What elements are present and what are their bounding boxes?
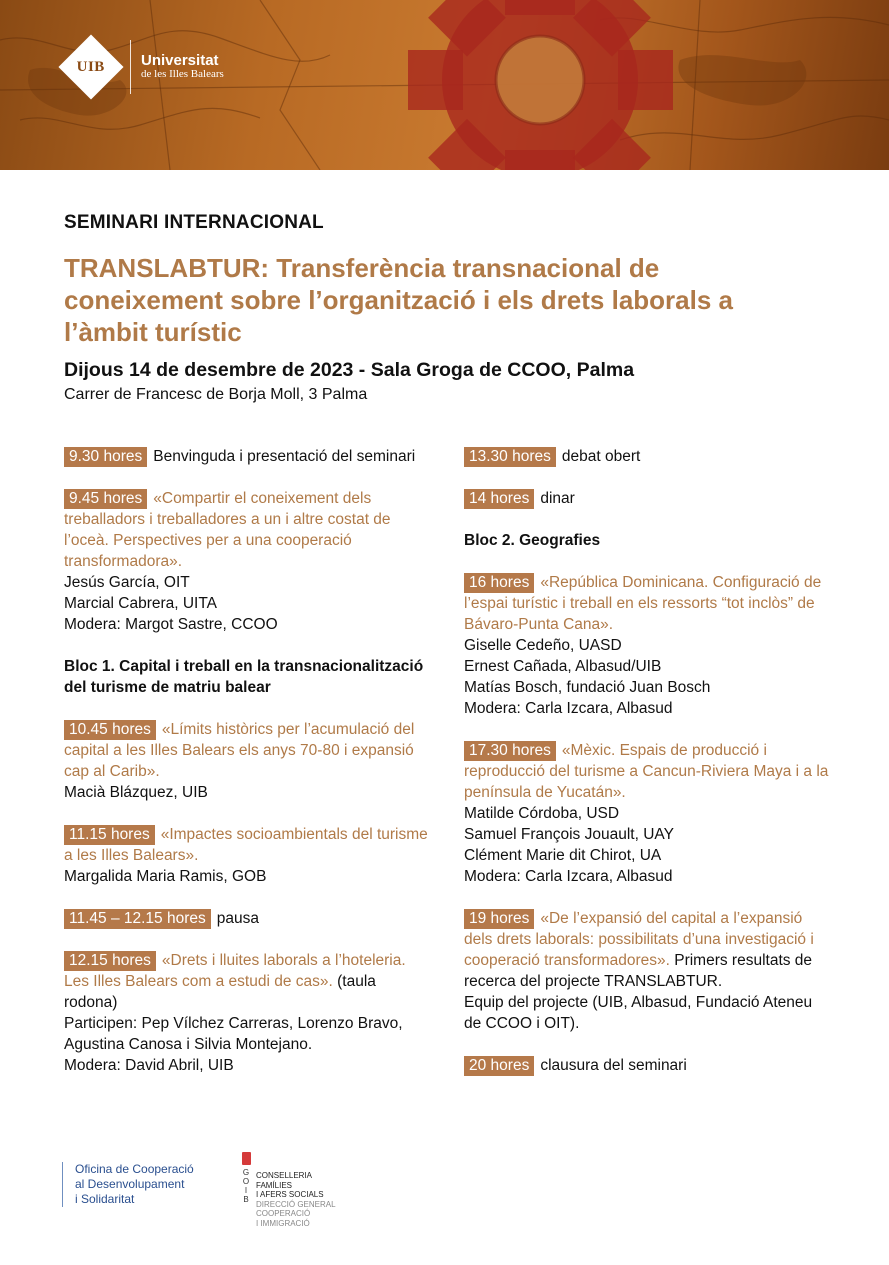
talk-title: «República Dominicana. Configuració de l’espai turístic i treball en els ressorts “tot inclòs” de Bávaro-Punta Cana». [464, 574, 822, 633]
program-left-column [64, 446, 432, 1097]
goib-department-text: CONSELLERIA FAMÍLIES I AFERS SOCIALS DIRECCIÓ GENERAL COOPERACIÓ I IMMIGRACIÓ [256, 1171, 336, 1228]
program-item-945 [64, 488, 432, 635]
ocd-line: i Solidaritat [75, 1192, 135, 1206]
talk-note: Primers resultats de recerca del projecte TRANSLABTUR. [464, 952, 813, 990]
speaker: Matías Bosch, fundació Juan Bosch [464, 679, 711, 696]
moderator: Modera: Carla Izcara, Albasud [464, 868, 673, 885]
ocd-line: Oficina de Cooperació [75, 1162, 194, 1176]
talk-title: «Mèxic. Espais de producció i reproducció del turisme a Cancun-Riviera Maya i a la península de Yucatán». [464, 742, 829, 801]
bloc-1-heading: Bloc 1. Capital i treball en la transnacionalització del turisme de matriu balear [64, 658, 424, 696]
item-text: Benvinguda i presentació del seminari [153, 448, 416, 465]
talk-title: «De l’expansió del capital a l’expansió dels drets laborals: possibilitats d’una investigació i cooperació transformadores». [464, 910, 814, 969]
program-item-1145 [64, 908, 432, 929]
moderator: Modera: Carla Izcara, Albasud [464, 700, 673, 717]
time-badge: 11.15 hores [64, 825, 155, 845]
goib-crest-icon [242, 1152, 251, 1165]
moderator: Modera: Margot Sastre, CCOO [64, 616, 278, 633]
event-address: Carrer de Francesc de Borja Moll, 3 Palma [64, 386, 368, 403]
item-text: dinar [540, 490, 575, 507]
seminar-title: TRANSLABTUR: Transferència transnacional de coneixement sobre l’organització i els drets laborals a l’àmbit turístic [64, 253, 734, 347]
speaker: Margalida Maria Ramis, GOB [64, 868, 267, 885]
item-text: clausura del seminari [540, 1057, 687, 1074]
time-badge: 9.45 hores [64, 489, 147, 509]
speaker: Clément Marie dit Chirot, UA [464, 847, 662, 864]
speaker: Matilde Córdoba, USD [464, 805, 620, 822]
program-item-16 [464, 572, 829, 719]
goib-wordmark: G O I B [241, 1152, 251, 1228]
speaker: Ernest Cañada, Albasud/UIB [464, 658, 662, 675]
program-item-20 [464, 1055, 829, 1076]
goib-logo[interactable] [241, 1152, 336, 1228]
talk-title: «Compartir el coneixement dels treballadors i treballadores a un i altre costat de l’oceà. Perspectives per a una cooperació transformadora». [64, 490, 391, 570]
item-text: pausa [216, 910, 259, 927]
program-item-1115 [64, 824, 432, 887]
seminar-kicker: SEMINARI INTERNACIONAL [64, 212, 324, 233]
ocd-line: al Desenvolupament [75, 1177, 185, 1191]
time-badge: 11.45 – 12.15 hores [64, 909, 211, 929]
talk-note: (taula rodona) [64, 973, 376, 1011]
speaker: Jesús García, OIT [64, 574, 190, 591]
time-badge: 9.30 hores [64, 447, 147, 467]
time-badge: 12.15 hores [64, 951, 156, 971]
time-badge: 14 hores [464, 489, 534, 509]
talk-title: «Drets i lluites laborals a l’hoteleria. Les Illes Balears com a estudi de cas». [64, 952, 406, 990]
participants: Participen: Pep Vílchez Carreras, Lorenzo Bravo, Agustina Canosa i Silvia Montejano. [64, 1015, 403, 1053]
speaker: Marcial Cabrera, UITA [64, 595, 218, 612]
speaker: Macià Blázquez, UIB [64, 784, 208, 801]
program-item-930 [64, 446, 432, 467]
uib-logo-mark: UIB [58, 34, 123, 99]
talk-title: «Impactes socioambientals del turisme a les Illes Balears». [64, 826, 428, 864]
speaker: Giselle Cedeño, UASD [464, 637, 622, 654]
bloc-2-heading: Bloc 2. Geografies [464, 532, 601, 549]
time-badge: 17.30 hores [464, 741, 556, 761]
event-dateline: Dijous 14 de desembre de 2023 - Sala Groga de CCOO, Palma [64, 359, 635, 381]
uib-logo-text: Universitat de les Illes Balears [141, 52, 224, 81]
time-badge: 10.45 hores [64, 720, 156, 740]
program-item-19 [464, 908, 829, 1034]
time-badge: 16 hores [464, 573, 534, 593]
time-badge: 13.30 hores [464, 447, 556, 467]
talk-title: «Límits històrics per l’acumulació del capital a les Illes Balears els anys 70-80 i expansió cap al Carib». [64, 721, 415, 780]
speaker: Samuel François Jouault, UAY [464, 826, 674, 843]
program-item-14 [464, 488, 829, 509]
program-item-1215 [64, 950, 432, 1076]
program-item-1330 [464, 446, 829, 467]
project-team: Equip del projecte (UIB, Albasud, Fundació Ateneu de CCOO i OIT). [464, 994, 813, 1032]
time-badge: 20 hores [464, 1056, 534, 1076]
program-item-1045 [64, 719, 432, 803]
moderator: Modera: David Abril, UIB [64, 1057, 234, 1074]
logo-divider [130, 40, 131, 94]
ocd-logo[interactable] [62, 1162, 194, 1207]
program-item-1730 [464, 740, 829, 887]
program-right-column [464, 446, 829, 1097]
time-badge: 19 hores [464, 909, 534, 929]
item-text: debat obert [561, 448, 641, 465]
uib-logo[interactable] [62, 38, 224, 96]
header-banner [0, 0, 889, 170]
